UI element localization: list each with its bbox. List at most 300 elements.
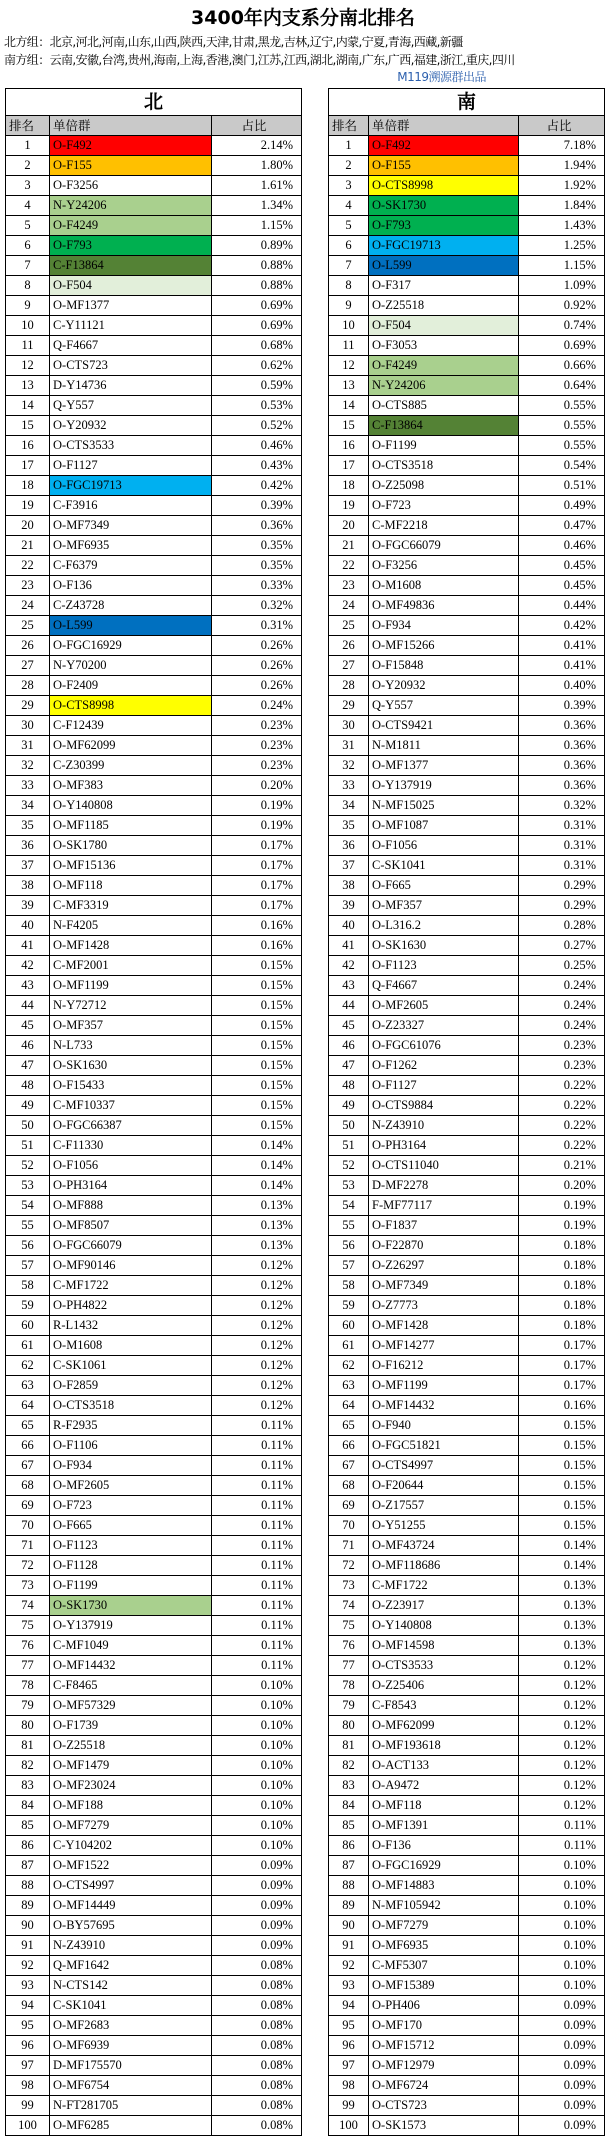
haplogroup-cell: O-FGC66079 (369, 536, 519, 556)
table-row (6, 1856, 302, 1876)
rank-cell: 7 (329, 256, 369, 276)
haplogroup-cell: Q-Y557 (50, 396, 212, 416)
rank-cell: 72 (329, 1556, 369, 1576)
rank-cell: 4 (329, 196, 369, 216)
table-row (329, 836, 605, 856)
rank-cell: 47 (6, 1056, 50, 1076)
table-row (329, 2036, 605, 2056)
table-row (329, 656, 605, 676)
rank-cell: 86 (6, 1836, 50, 1856)
table-row (6, 1456, 302, 1476)
haplogroup-cell: O-F317 (369, 276, 519, 296)
table-row (329, 376, 605, 396)
haplogroup-cell: O-A9472 (369, 1776, 519, 1796)
rank-cell: 16 (6, 436, 50, 456)
table-row (329, 336, 605, 356)
haplogroup-cell: O-M1608 (50, 1336, 212, 1356)
share-cell: 0.55% (519, 396, 605, 416)
table-row (6, 1396, 302, 1416)
share-cell: 0.46% (519, 536, 605, 556)
share-cell: 0.46% (212, 436, 302, 456)
share-cell: 0.11% (212, 1616, 302, 1636)
haplogroup-cell: F-MF77117 (369, 1196, 519, 1216)
haplogroup-cell: O-FGC16929 (369, 1856, 519, 1876)
haplogroup-cell: N-L733 (50, 1036, 212, 1056)
rank-cell: 80 (6, 1716, 50, 1736)
share-cell: 0.12% (212, 1336, 302, 1356)
share-cell: 0.11% (212, 1436, 302, 1456)
rank-cell: 33 (329, 776, 369, 796)
table-row (6, 916, 302, 936)
share-cell: 0.17% (212, 876, 302, 896)
rank-cell: 95 (329, 2016, 369, 2036)
haplogroup-cell: O-CTS8998 (369, 176, 519, 196)
north-groups-line: 北方组：北京,河北,河南,山东,山西,陕西,天津,甘肃,黑龙,吉林,辽宁,内蒙,宁夏,青海,西藏,新疆 (4, 35, 463, 49)
table-row (6, 1176, 302, 1196)
table-row (6, 1316, 302, 1336)
haplogroup-cell: C-MF1722 (50, 1276, 212, 1296)
rank-cell: 81 (329, 1736, 369, 1756)
haplogroup-cell: O-MF188 (50, 1796, 212, 1816)
haplogroup-cell: O-F136 (369, 1836, 519, 1856)
share-cell: 0.17% (519, 1376, 605, 1396)
rank-cell: 72 (6, 1556, 50, 1576)
rank-cell: 49 (6, 1096, 50, 1116)
share-cell: 0.25% (519, 956, 605, 976)
share-cell: 0.31% (519, 856, 605, 876)
rank-cell: 44 (329, 996, 369, 1016)
table-row (329, 1976, 605, 1996)
share-cell: 0.45% (519, 576, 605, 596)
haplogroup-cell: O-MF357 (369, 896, 519, 916)
haplogroup-cell: C-Y104202 (50, 1836, 212, 1856)
haplogroup-cell: N-F4205 (50, 916, 212, 936)
haplogroup-cell: O-CTS9421 (369, 716, 519, 736)
share-cell: 0.12% (519, 1696, 605, 1716)
table-row (329, 1576, 605, 1596)
table-row (329, 1916, 605, 1936)
haplogroup-cell: O-FGC51821 (369, 1436, 519, 1456)
haplogroup-cell: O-Z7773 (369, 1296, 519, 1316)
haplogroup-cell: C-F11330 (50, 1136, 212, 1156)
haplogroup-cell: O-MF1428 (50, 936, 212, 956)
haplogroup-cell: O-MF62099 (50, 736, 212, 756)
rank-cell: 38 (329, 876, 369, 896)
rank-cell: 49 (329, 1096, 369, 1116)
haplogroup-cell: O-FGC19713 (50, 476, 212, 496)
haplogroup-cell: O-CTS723 (369, 2096, 519, 2116)
rank-cell: 88 (329, 1876, 369, 1896)
rank-cell: 44 (6, 996, 50, 1016)
share-cell: 0.10% (212, 1756, 302, 1776)
share-cell: 0.15% (212, 1016, 302, 1036)
table-row (6, 1916, 302, 1936)
rank-cell: 75 (6, 1616, 50, 1636)
rank-cell: 65 (6, 1416, 50, 1436)
rank-cell: 64 (6, 1396, 50, 1416)
haplogroup-cell: O-PH4822 (50, 1296, 212, 1316)
share-cell: 0.22% (519, 1116, 605, 1136)
share-cell: 0.17% (519, 1336, 605, 1356)
table-row (6, 1416, 302, 1436)
table-row (329, 1256, 605, 1276)
share-cell: 0.36% (519, 716, 605, 736)
haplogroup-cell: O-FGC66079 (50, 1236, 212, 1256)
share-cell: 0.09% (212, 1936, 302, 1956)
haplogroup-cell: O-FGC66387 (50, 1116, 212, 1136)
table-row (329, 1476, 605, 1496)
table-row (6, 1436, 302, 1456)
rank-cell: 82 (329, 1756, 369, 1776)
table-row (6, 1776, 302, 1796)
haplogroup-cell: O-CTS723 (50, 356, 212, 376)
haplogroup-cell: O-MF6935 (50, 536, 212, 556)
rank-cell: 70 (6, 1516, 50, 1536)
table-row (329, 236, 605, 256)
table-row (6, 356, 302, 376)
table-row (329, 1156, 605, 1176)
rank-cell: 77 (329, 1656, 369, 1676)
share-cell: 0.22% (519, 1076, 605, 1096)
share-cell: 0.11% (212, 1636, 302, 1656)
rank-cell: 17 (329, 456, 369, 476)
haplogroup-cell: O-M1608 (369, 576, 519, 596)
share-cell: 0.12% (212, 1296, 302, 1316)
share-cell: 0.10% (212, 1796, 302, 1816)
rank-cell: 96 (329, 2036, 369, 2056)
share-cell: 0.43% (212, 456, 302, 476)
haplogroup-cell: O-Y140808 (50, 796, 212, 816)
share-cell: 0.14% (519, 1556, 605, 1576)
rank-cell: 57 (329, 1256, 369, 1276)
rank-cell: 59 (329, 1296, 369, 1316)
share-cell: 0.53% (212, 396, 302, 416)
haplogroup-cell: O-F22870 (369, 1236, 519, 1256)
rank-column-header: 排名 (6, 116, 50, 136)
haplogroup-cell: C-F12439 (50, 716, 212, 736)
haplogroup-cell: N-FT281705 (50, 2096, 212, 2116)
table-row (329, 316, 605, 336)
rank-cell: 55 (329, 1216, 369, 1236)
table-row (6, 1876, 302, 1896)
haplogroup-cell: O-CTS3533 (50, 436, 212, 456)
table-row (329, 1636, 605, 1656)
haplogroup-cell: O-PH406 (369, 1996, 519, 2016)
table-row (329, 1616, 605, 1636)
table-row (329, 716, 605, 736)
table-row (329, 736, 605, 756)
share-cell: 0.12% (519, 1716, 605, 1736)
table-row (6, 816, 302, 836)
rank-cell: 69 (329, 1496, 369, 1516)
haplogroup-cell: Q-F4667 (369, 976, 519, 996)
rank-cell: 94 (6, 1996, 50, 2016)
haplogroup-cell: O-L599 (369, 256, 519, 276)
share-cell: 0.11% (212, 1496, 302, 1516)
table-row (6, 1296, 302, 1316)
share-cell: 1.34% (212, 196, 302, 216)
haplogroup-cell: O-L316.2 (369, 916, 519, 936)
table-row (329, 1376, 605, 1396)
share-cell: 0.66% (519, 356, 605, 376)
share-cell: 0.40% (519, 676, 605, 696)
table-row (6, 1196, 302, 1216)
rank-cell: 33 (6, 776, 50, 796)
haplogroup-cell: O-PH3164 (369, 1136, 519, 1156)
haplogroup-cell: O-CTS9884 (369, 1096, 519, 1116)
share-column-header: 占比 (212, 116, 302, 136)
rank-cell: 29 (329, 696, 369, 716)
share-cell: 1.61% (212, 176, 302, 196)
rank-cell: 31 (6, 736, 50, 756)
share-cell: 0.08% (212, 2016, 302, 2036)
table-row (329, 1056, 605, 1076)
table-row (329, 616, 605, 636)
share-cell: 0.17% (519, 1356, 605, 1376)
share-cell: 0.39% (519, 696, 605, 716)
rank-cell: 18 (329, 476, 369, 496)
share-cell: 0.14% (212, 1136, 302, 1156)
share-cell: 0.20% (519, 1176, 605, 1196)
table-row (329, 1756, 605, 1776)
table-row (6, 1896, 302, 1916)
table-row (6, 576, 302, 596)
haplogroup-cell: O-SK1573 (369, 2116, 519, 2136)
share-cell: 1.92% (519, 176, 605, 196)
haplogroup-cell: O-F934 (369, 616, 519, 636)
credit-label: M119溯源群出品 (397, 70, 486, 84)
table-row (329, 456, 605, 476)
share-cell: 0.09% (212, 1916, 302, 1936)
table-row (329, 1136, 605, 1156)
share-cell: 0.12% (519, 1756, 605, 1776)
table-row (329, 1036, 605, 1056)
table-row (6, 1996, 302, 2016)
haplogroup-cell: O-MF1377 (369, 756, 519, 776)
table-row (329, 1076, 605, 1096)
rank-cell: 32 (329, 756, 369, 776)
table-row (6, 2036, 302, 2056)
share-cell: 0.09% (212, 1896, 302, 1916)
haplogroup-cell: O-CTS4997 (369, 1456, 519, 1476)
table-row (329, 2016, 605, 2036)
haplogroup-cell: O-MF1479 (50, 1756, 212, 1776)
haplogroup-cell: N-MF105942 (369, 1896, 519, 1916)
rank-cell: 28 (6, 676, 50, 696)
table-row (6, 976, 302, 996)
share-cell: 0.08% (212, 1976, 302, 1996)
share-cell: 0.15% (212, 956, 302, 976)
rank-cell: 4 (6, 196, 50, 216)
rank-cell: 39 (6, 896, 50, 916)
haplogroup-cell: O-MF15712 (369, 2036, 519, 2056)
table-row (329, 1236, 605, 1256)
table-row (329, 436, 605, 456)
rank-cell: 1 (329, 136, 369, 156)
share-cell: 0.10% (212, 1716, 302, 1736)
table-row (6, 696, 302, 716)
share-cell: 0.10% (519, 1956, 605, 1976)
rank-cell: 39 (329, 896, 369, 916)
rank-cell: 12 (6, 356, 50, 376)
page-title: 3400年内支系分南北排名 (191, 7, 415, 29)
haplogroup-cell: O-Z26297 (369, 1256, 519, 1276)
rank-cell: 77 (6, 1656, 50, 1676)
rank-cell: 99 (329, 2096, 369, 2116)
table-row (329, 776, 605, 796)
share-cell: 0.31% (212, 616, 302, 636)
share-cell: 0.28% (519, 916, 605, 936)
table-row (6, 156, 302, 176)
table-row (6, 1596, 302, 1616)
table-row (329, 1816, 605, 1836)
table-row (329, 2116, 605, 2136)
table-row (329, 1776, 605, 1796)
rank-cell: 22 (329, 556, 369, 576)
rank-cell: 81 (6, 1736, 50, 1756)
table-row (329, 816, 605, 836)
rank-cell: 7 (6, 256, 50, 276)
table-row (6, 1656, 302, 1676)
share-cell: 0.21% (519, 1156, 605, 1176)
table-row (6, 716, 302, 736)
table-row (6, 1156, 302, 1176)
table-row (6, 296, 302, 316)
table-row (6, 1516, 302, 1536)
table-row (6, 1496, 302, 1516)
share-cell: 0.13% (212, 1196, 302, 1216)
rank-cell: 24 (6, 596, 50, 616)
share-cell: 0.32% (519, 796, 605, 816)
rank-cell: 75 (329, 1616, 369, 1636)
table-row (6, 256, 302, 276)
table-row (329, 1836, 605, 1856)
haplogroup-cell: O-F793 (50, 236, 212, 256)
share-cell: 0.32% (212, 596, 302, 616)
haplogroup-cell: O-SK1780 (50, 836, 212, 856)
table-row (6, 196, 302, 216)
rank-cell: 16 (329, 436, 369, 456)
haplogroup-cell: O-Z23327 (369, 1016, 519, 1036)
table-row (6, 1616, 302, 1636)
share-cell: 0.42% (519, 616, 605, 636)
share-cell: 0.12% (212, 1396, 302, 1416)
rank-cell: 20 (329, 516, 369, 536)
rank-cell: 48 (6, 1076, 50, 1096)
share-cell: 0.09% (212, 1876, 302, 1896)
rank-cell: 60 (6, 1316, 50, 1336)
rank-cell: 8 (329, 276, 369, 296)
table-row (329, 2096, 605, 2116)
table-row (6, 936, 302, 956)
table-row (329, 576, 605, 596)
rank-cell: 92 (6, 1956, 50, 1976)
rank-cell: 93 (329, 1976, 369, 1996)
haplogroup-cell: O-MF23024 (50, 1776, 212, 1796)
haplogroup-cell: O-MF1522 (50, 1856, 212, 1876)
rank-cell: 98 (329, 2076, 369, 2096)
rank-cell: 96 (6, 2036, 50, 2056)
share-cell: 0.27% (519, 936, 605, 956)
rank-cell: 63 (6, 1376, 50, 1396)
share-cell: 0.09% (519, 2016, 605, 2036)
table-row (329, 256, 605, 276)
haplogroup-cell: N-Y72712 (50, 996, 212, 1016)
rank-cell: 67 (6, 1456, 50, 1476)
rank-cell: 28 (329, 676, 369, 696)
table-row (329, 1676, 605, 1696)
share-cell: 0.09% (212, 1856, 302, 1876)
share-cell: 0.15% (519, 1416, 605, 1436)
share-cell: 0.49% (519, 496, 605, 516)
share-cell: 0.08% (212, 2096, 302, 2116)
haplogroup-cell: O-MF15136 (50, 856, 212, 876)
share-cell: 0.88% (212, 276, 302, 296)
rank-cell: 34 (329, 796, 369, 816)
table-row (6, 456, 302, 476)
table-row (329, 1936, 605, 1956)
share-cell: 1.80% (212, 156, 302, 176)
table-row (329, 1556, 605, 1576)
share-cell: 0.15% (212, 1096, 302, 1116)
rank-cell: 62 (6, 1356, 50, 1376)
rank-cell: 46 (329, 1036, 369, 1056)
share-cell: 0.15% (519, 1476, 605, 1496)
table-row (329, 1856, 605, 1876)
haplogroup-cell: O-F723 (369, 496, 519, 516)
haplogroup-cell: O-CTS8998 (50, 696, 212, 716)
haplogroup-cell: N-Y24206 (50, 196, 212, 216)
table-row (6, 636, 302, 656)
haplogroup-cell: D-MF2278 (369, 1176, 519, 1196)
rank-cell: 25 (6, 616, 50, 636)
rank-cell: 78 (6, 1676, 50, 1696)
haplogroup-cell: N-Y70200 (50, 656, 212, 676)
table-row (6, 1116, 302, 1136)
haplogroup-cell: C-SK1041 (369, 856, 519, 876)
rank-cell: 20 (6, 516, 50, 536)
table-row (6, 436, 302, 456)
table-row (329, 296, 605, 316)
share-cell: 0.92% (519, 296, 605, 316)
share-cell: 1.84% (519, 196, 605, 216)
table-row (6, 836, 302, 856)
rank-cell: 47 (329, 1056, 369, 1076)
table-row (329, 936, 605, 956)
rank-cell: 42 (329, 956, 369, 976)
share-cell: 0.11% (212, 1596, 302, 1616)
haplogroup-cell: O-MF2605 (369, 996, 519, 1016)
share-cell: 0.41% (519, 636, 605, 656)
table-row (6, 1796, 302, 1816)
rank-cell: 83 (329, 1776, 369, 1796)
table-row (6, 2096, 302, 2116)
haplogroup-cell: N-MF15025 (369, 796, 519, 816)
rank-cell: 43 (329, 976, 369, 996)
share-cell: 0.19% (519, 1196, 605, 1216)
share-cell: 0.62% (212, 356, 302, 376)
rank-cell: 52 (6, 1156, 50, 1176)
share-cell: 0.11% (212, 1556, 302, 1576)
haplogroup-cell: N-Z43910 (50, 1936, 212, 1956)
table-row (6, 1036, 302, 1056)
rank-cell: 41 (6, 936, 50, 956)
table-row (6, 776, 302, 796)
table-row (6, 876, 302, 896)
rank-cell: 85 (6, 1816, 50, 1836)
share-cell: 0.12% (212, 1376, 302, 1396)
share-cell: 0.09% (519, 2076, 605, 2096)
